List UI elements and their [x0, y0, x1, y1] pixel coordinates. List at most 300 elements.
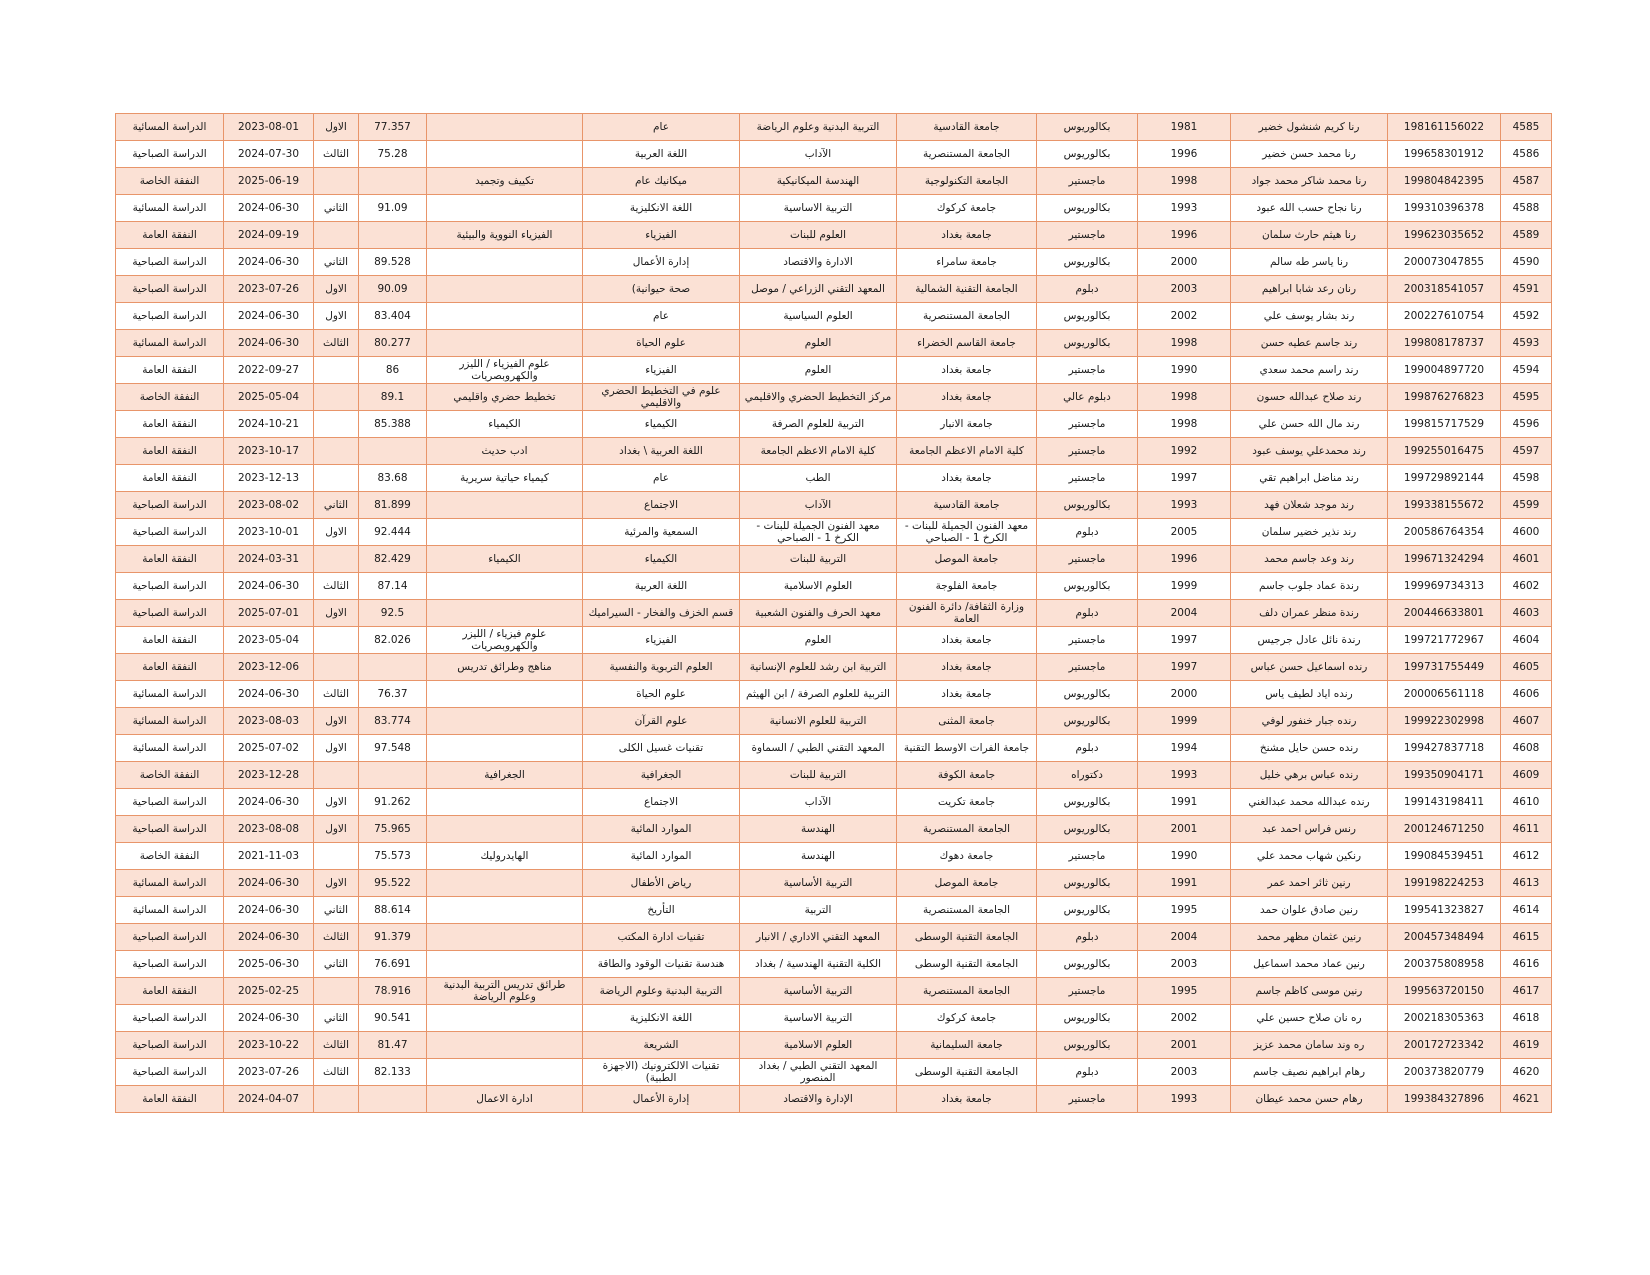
- table-row: [116, 681, 1552, 708]
- id-number-cell: 199563720150: [1388, 978, 1501, 1005]
- specialization-cell: [427, 708, 583, 735]
- department-cell: التربية البدنية وعلوم الرياضة: [583, 978, 740, 1005]
- department-cell: الفيزياء: [583, 627, 740, 654]
- date-cell: 2023-10-17: [224, 438, 314, 465]
- specialization-cell: [427, 951, 583, 978]
- degree-cell: بكالوريوس: [1037, 681, 1138, 708]
- grade-cell: 92.5: [359, 600, 427, 627]
- name-cell: رندة عماد جلوب جاسم: [1231, 573, 1388, 600]
- date-cell: 2025-07-01: [224, 600, 314, 627]
- study-type-cell: النفقة الخاصة: [116, 384, 224, 411]
- serial-cell: 4598: [1501, 465, 1552, 492]
- table-row: [116, 195, 1552, 222]
- id-number-cell: 200318541057: [1388, 276, 1501, 303]
- college-cell: الادارة والاقتصاد: [740, 249, 897, 276]
- college-cell: المعهد التقني الاداري / الانبار: [740, 924, 897, 951]
- study-type-cell: الدراسة المسائية: [116, 897, 224, 924]
- table-row: [116, 222, 1552, 249]
- study-type-cell: الدراسة الصباحية: [116, 249, 224, 276]
- year-cell: 2003: [1138, 951, 1231, 978]
- department-cell: تقنيات الالكترونيك (الاجهزة الطبية): [583, 1059, 740, 1086]
- university-cell: جامعة كركوك: [897, 1005, 1037, 1032]
- year-cell: 1992: [1138, 438, 1231, 465]
- name-cell: رندة منظر عمران دلف: [1231, 600, 1388, 627]
- rank-cell: [314, 654, 359, 681]
- serial-cell: 4610: [1501, 789, 1552, 816]
- name-cell: رنده اياد لطيف ياس: [1231, 681, 1388, 708]
- year-cell: 1990: [1138, 843, 1231, 870]
- id-number-cell: 199804842395: [1388, 168, 1501, 195]
- rank-cell: الثالث: [314, 330, 359, 357]
- table-row: [116, 249, 1552, 276]
- degree-cell: دبلوم: [1037, 924, 1138, 951]
- date-cell: 2025-06-19: [224, 168, 314, 195]
- rank-cell: [314, 762, 359, 789]
- specialization-cell: [427, 573, 583, 600]
- date-cell: 2024-06-30: [224, 681, 314, 708]
- id-number-cell: 199350904171: [1388, 762, 1501, 789]
- id-number-cell: 199623035652: [1388, 222, 1501, 249]
- rank-cell: الاول: [314, 303, 359, 330]
- study-type-cell: النفقة العامة: [116, 465, 224, 492]
- specialization-cell: [427, 735, 583, 762]
- serial-cell: 4617: [1501, 978, 1552, 1005]
- university-cell: جامعة بغداد: [897, 384, 1037, 411]
- id-number-cell: 199427837718: [1388, 735, 1501, 762]
- rank-cell: [314, 978, 359, 1005]
- university-cell: جامعة الموصل: [897, 546, 1037, 573]
- grade-cell: 75.965: [359, 816, 427, 843]
- grade-cell: 82.429: [359, 546, 427, 573]
- study-type-cell: الدراسة الصباحية: [116, 303, 224, 330]
- year-cell: 2003: [1138, 1059, 1231, 1086]
- specialization-cell: علوم الفيزياء / الليزر والكهروبصريات: [427, 357, 583, 384]
- year-cell: 2004: [1138, 600, 1231, 627]
- serial-cell: 4593: [1501, 330, 1552, 357]
- table-row: [116, 870, 1552, 897]
- serial-cell: 4587: [1501, 168, 1552, 195]
- table-row: [116, 141, 1552, 168]
- rank-cell: [314, 222, 359, 249]
- specialization-cell: علوم فيزياء / الليزر والكهروبصريات: [427, 627, 583, 654]
- table-body: [116, 114, 1552, 1113]
- year-cell: 1998: [1138, 384, 1231, 411]
- grade-cell: [359, 222, 427, 249]
- date-cell: 2023-08-02: [224, 492, 314, 519]
- rank-cell: [314, 357, 359, 384]
- year-cell: 2000: [1138, 249, 1231, 276]
- university-cell: جامعة القادسية: [897, 114, 1037, 141]
- department-cell: عام: [583, 303, 740, 330]
- table-row: [116, 114, 1552, 141]
- department-cell: رياض الأطفال: [583, 870, 740, 897]
- table-row: [116, 654, 1552, 681]
- serial-cell: 4618: [1501, 1005, 1552, 1032]
- date-cell: 2025-02-25: [224, 978, 314, 1005]
- date-cell: 2023-08-08: [224, 816, 314, 843]
- id-number-cell: 199541323827: [1388, 897, 1501, 924]
- study-type-cell: الدراسة الصباحية: [116, 492, 224, 519]
- college-cell: الطب: [740, 465, 897, 492]
- college-cell: التربية الاساسية: [740, 1005, 897, 1032]
- study-type-cell: النفقة العامة: [116, 627, 224, 654]
- degree-cell: بكالوريوس: [1037, 708, 1138, 735]
- year-cell: 1996: [1138, 546, 1231, 573]
- rank-cell: [314, 627, 359, 654]
- date-cell: 2024-10-21: [224, 411, 314, 438]
- degree-cell: بكالوريوس: [1037, 1032, 1138, 1059]
- college-cell: التربية: [740, 897, 897, 924]
- name-cell: رنا كريم شنشول خضير: [1231, 114, 1388, 141]
- serial-cell: 4607: [1501, 708, 1552, 735]
- name-cell: رند مناضل ابراهيم تقي: [1231, 465, 1388, 492]
- grade-cell: [359, 1086, 427, 1113]
- table-row: [116, 627, 1552, 654]
- college-cell: التربية الأساسية: [740, 870, 897, 897]
- department-cell: صحة حيوانية): [583, 276, 740, 303]
- table-row: [116, 168, 1552, 195]
- id-number-cell: 199084539451: [1388, 843, 1501, 870]
- degree-cell: بكالوريوس: [1037, 789, 1138, 816]
- specialization-cell: [427, 924, 583, 951]
- year-cell: 2005: [1138, 519, 1231, 546]
- specialization-cell: [427, 681, 583, 708]
- serial-cell: 4595: [1501, 384, 1552, 411]
- rank-cell: الثاني: [314, 249, 359, 276]
- degree-cell: دبلوم: [1037, 600, 1138, 627]
- study-type-cell: الدراسة الصباحية: [116, 276, 224, 303]
- serial-cell: 4620: [1501, 1059, 1552, 1086]
- name-cell: رند وعد جاسم محمد: [1231, 546, 1388, 573]
- grade-cell: 90.09: [359, 276, 427, 303]
- degree-cell: بكالوريوس: [1037, 114, 1138, 141]
- university-cell: جامعة الانبار: [897, 411, 1037, 438]
- rank-cell: الاول: [314, 789, 359, 816]
- name-cell: رهام حسن محمد عيطان: [1231, 1086, 1388, 1113]
- rank-cell: الاول: [314, 735, 359, 762]
- year-cell: 1994: [1138, 735, 1231, 762]
- department-cell: اللغة العربية: [583, 573, 740, 600]
- specialization-cell: الفيزياء النووية والبيئية: [427, 222, 583, 249]
- degree-cell: بكالوريوس: [1037, 249, 1138, 276]
- grade-cell: 90.541: [359, 1005, 427, 1032]
- grade-cell: 80.277: [359, 330, 427, 357]
- college-cell: مركز التخطيط الحضري والاقليمي: [740, 384, 897, 411]
- university-cell: جامعة كركوك: [897, 195, 1037, 222]
- college-cell: العلوم السياسية: [740, 303, 897, 330]
- date-cell: 2024-06-30: [224, 1005, 314, 1032]
- study-type-cell: النفقة العامة: [116, 411, 224, 438]
- name-cell: رنده حسن حايل مشنخ: [1231, 735, 1388, 762]
- id-number-cell: 199255016475: [1388, 438, 1501, 465]
- university-cell: جامعة سامراء: [897, 249, 1037, 276]
- id-number-cell: 200586764354: [1388, 519, 1501, 546]
- table-row: [116, 1059, 1552, 1086]
- department-cell: علوم الحياة: [583, 330, 740, 357]
- rank-cell: الاول: [314, 600, 359, 627]
- university-cell: جامعة بغداد: [897, 627, 1037, 654]
- table-row: [116, 357, 1552, 384]
- department-cell: الموارد المائية: [583, 843, 740, 870]
- date-cell: 2024-06-30: [224, 249, 314, 276]
- serial-cell: 4601: [1501, 546, 1552, 573]
- study-type-cell: الدراسة الصباحية: [116, 789, 224, 816]
- study-type-cell: الدراسة المسائية: [116, 708, 224, 735]
- name-cell: رنس فراس احمد عبد: [1231, 816, 1388, 843]
- date-cell: 2024-04-07: [224, 1086, 314, 1113]
- university-cell: جامعة الموصل: [897, 870, 1037, 897]
- year-cell: 1999: [1138, 708, 1231, 735]
- serial-cell: 4602: [1501, 573, 1552, 600]
- degree-cell: ماجستير: [1037, 843, 1138, 870]
- rank-cell: الاول: [314, 708, 359, 735]
- study-type-cell: النفقة العامة: [116, 222, 224, 249]
- name-cell: رنده جبار خنفور لوفي: [1231, 708, 1388, 735]
- table-row: [116, 1005, 1552, 1032]
- date-cell: 2023-10-01: [224, 519, 314, 546]
- serial-cell: 4606: [1501, 681, 1552, 708]
- college-cell: كلية الامام الاعظم الجامعة: [740, 438, 897, 465]
- college-cell: التربية للعلوم الصرفة / ابن الهيثم: [740, 681, 897, 708]
- name-cell: رنين صادق علوان حمد: [1231, 897, 1388, 924]
- name-cell: رهام ابراهيم نصيف جاسم: [1231, 1059, 1388, 1086]
- name-cell: رنان رعد شابا ابراهيم: [1231, 276, 1388, 303]
- grade-cell: 82.133: [359, 1059, 427, 1086]
- department-cell: تقنيات ادارة المكتب: [583, 924, 740, 951]
- college-cell: المعهد التقني الطبي / السماوة: [740, 735, 897, 762]
- name-cell: رند محمدعلي يوسف عبود: [1231, 438, 1388, 465]
- rank-cell: الثالث: [314, 1059, 359, 1086]
- id-number-cell: 200124671250: [1388, 816, 1501, 843]
- college-cell: العلوم للبنات: [740, 222, 897, 249]
- serial-cell: 4619: [1501, 1032, 1552, 1059]
- date-cell: 2023-12-06: [224, 654, 314, 681]
- id-number-cell: 199815717529: [1388, 411, 1501, 438]
- table-row: [116, 897, 1552, 924]
- specialization-cell: طرائق تدريس التربية البدنية وعلوم الرياضة: [427, 978, 583, 1005]
- college-cell: العلوم: [740, 357, 897, 384]
- year-cell: 1981: [1138, 114, 1231, 141]
- year-cell: 2001: [1138, 816, 1231, 843]
- specialization-cell: [427, 816, 583, 843]
- study-type-cell: النفقة العامة: [116, 546, 224, 573]
- date-cell: 2023-07-26: [224, 1059, 314, 1086]
- study-type-cell: الدراسة المسائية: [116, 681, 224, 708]
- table-row: [116, 330, 1552, 357]
- id-number-cell: 199143198411: [1388, 789, 1501, 816]
- id-number-cell: 199198224253: [1388, 870, 1501, 897]
- rank-cell: الثالث: [314, 681, 359, 708]
- date-cell: 2024-06-30: [224, 924, 314, 951]
- degree-cell: دكتوراه: [1037, 762, 1138, 789]
- serial-cell: 4611: [1501, 816, 1552, 843]
- year-cell: 1998: [1138, 168, 1231, 195]
- study-type-cell: النفقة العامة: [116, 438, 224, 465]
- specialization-cell: [427, 114, 583, 141]
- department-cell: الاجتماع: [583, 789, 740, 816]
- serial-cell: 4589: [1501, 222, 1552, 249]
- serial-cell: 4585: [1501, 114, 1552, 141]
- degree-cell: دبلوم: [1037, 1059, 1138, 1086]
- study-type-cell: الدراسة المسائية: [116, 870, 224, 897]
- department-cell: عام: [583, 114, 740, 141]
- study-type-cell: النفقة العامة: [116, 1086, 224, 1113]
- specialization-cell: كيمياء حياتية سريرية: [427, 465, 583, 492]
- specialization-cell: [427, 1059, 583, 1086]
- table-row: [116, 492, 1552, 519]
- id-number-cell: 199721772967: [1388, 627, 1501, 654]
- year-cell: 2000: [1138, 681, 1231, 708]
- name-cell: ره نان صلاح حسين علي: [1231, 1005, 1388, 1032]
- table-row: [116, 735, 1552, 762]
- university-cell: الجامعة التقنية الوسطى: [897, 924, 1037, 951]
- study-type-cell: النفقة الخاصة: [116, 168, 224, 195]
- rank-cell: الثاني: [314, 897, 359, 924]
- department-cell: تقنيات غسيل الكلى: [583, 735, 740, 762]
- rank-cell: [314, 384, 359, 411]
- grade-cell: 83.404: [359, 303, 427, 330]
- id-number-cell: 199658301912: [1388, 141, 1501, 168]
- grade-cell: 81.47: [359, 1032, 427, 1059]
- id-number-cell: 200446633801: [1388, 600, 1501, 627]
- id-number-cell: 200006561118: [1388, 681, 1501, 708]
- degree-cell: ماجستير: [1037, 438, 1138, 465]
- year-cell: 1993: [1138, 492, 1231, 519]
- degree-cell: بكالوريوس: [1037, 141, 1138, 168]
- specialization-cell: الجغرافية: [427, 762, 583, 789]
- id-number-cell: 198161156022: [1388, 114, 1501, 141]
- name-cell: رند راسم محمد سعدي: [1231, 357, 1388, 384]
- university-cell: جامعة بغداد: [897, 1086, 1037, 1113]
- rank-cell: [314, 465, 359, 492]
- university-cell: جامعة بغداد: [897, 222, 1037, 249]
- college-cell: التربية البدنية وعلوم الرياضة: [740, 114, 897, 141]
- serial-cell: 4615: [1501, 924, 1552, 951]
- college-cell: معهد الفنون الجميلة للبنات - الكرخ 1 - الصباحي: [740, 519, 897, 546]
- rank-cell: الثاني: [314, 492, 359, 519]
- rank-cell: الاول: [314, 114, 359, 141]
- grade-cell: [359, 438, 427, 465]
- name-cell: رنا محمد شاكر محمد جواد: [1231, 168, 1388, 195]
- study-type-cell: النفقة الخاصة: [116, 762, 224, 789]
- college-cell: التربية الأساسية: [740, 978, 897, 1005]
- study-type-cell: الدراسة المسائية: [116, 195, 224, 222]
- id-number-cell: 200457348494: [1388, 924, 1501, 951]
- college-cell: التربية للبنات: [740, 762, 897, 789]
- rank-cell: [314, 411, 359, 438]
- date-cell: 2025-06-30: [224, 951, 314, 978]
- serial-cell: 4612: [1501, 843, 1552, 870]
- study-type-cell: الدراسة الصباحية: [116, 519, 224, 546]
- year-cell: 1993: [1138, 762, 1231, 789]
- specialization-cell: [427, 330, 583, 357]
- specialization-cell: الكيمياء: [427, 546, 583, 573]
- university-cell: جامعة بغداد: [897, 357, 1037, 384]
- degree-cell: ماجستير: [1037, 465, 1138, 492]
- date-cell: 2023-08-03: [224, 708, 314, 735]
- specialization-cell: [427, 195, 583, 222]
- date-cell: 2025-07-02: [224, 735, 314, 762]
- date-cell: 2024-06-30: [224, 303, 314, 330]
- degree-cell: ماجستير: [1037, 411, 1138, 438]
- college-cell: معهد الحرف والفنون الشعبية: [740, 600, 897, 627]
- date-cell: 2023-12-28: [224, 762, 314, 789]
- date-cell: 2023-08-01: [224, 114, 314, 141]
- college-cell: العلوم: [740, 330, 897, 357]
- id-number-cell: 200373820779: [1388, 1059, 1501, 1086]
- table-row: [116, 924, 1552, 951]
- rank-cell: [314, 438, 359, 465]
- serial-cell: 4600: [1501, 519, 1552, 546]
- date-cell: 2023-10-22: [224, 1032, 314, 1059]
- date-cell: 2025-05-04: [224, 384, 314, 411]
- table-row: [116, 384, 1552, 411]
- specialization-cell: [427, 519, 583, 546]
- degree-cell: دبلوم: [1037, 276, 1138, 303]
- university-cell: جامعة بغداد: [897, 654, 1037, 681]
- date-cell: 2024-06-30: [224, 897, 314, 924]
- year-cell: 2001: [1138, 1032, 1231, 1059]
- serial-cell: 4605: [1501, 654, 1552, 681]
- year-cell: 2003: [1138, 276, 1231, 303]
- id-number-cell: 199876276823: [1388, 384, 1501, 411]
- name-cell: رنين عثمان مظهر محمد: [1231, 924, 1388, 951]
- serial-cell: 4609: [1501, 762, 1552, 789]
- university-cell: جامعة القادسية: [897, 492, 1037, 519]
- specialization-cell: الهايدروليك: [427, 843, 583, 870]
- serial-cell: 4586: [1501, 141, 1552, 168]
- college-cell: الآداب: [740, 492, 897, 519]
- degree-cell: بكالوريوس: [1037, 195, 1138, 222]
- college-cell: التربية ابن رشد للعلوم الإنسانية: [740, 654, 897, 681]
- university-cell: كلية الامام الاعظم الجامعة: [897, 438, 1037, 465]
- name-cell: رند صلاح عبدالله حسون: [1231, 384, 1388, 411]
- rank-cell: الثاني: [314, 951, 359, 978]
- grade-cell: 87.14: [359, 573, 427, 600]
- department-cell: علوم القرآن: [583, 708, 740, 735]
- table-row: [116, 951, 1552, 978]
- rank-cell: [314, 1086, 359, 1113]
- degree-cell: دبلوم: [1037, 735, 1138, 762]
- table-row: [116, 1032, 1552, 1059]
- year-cell: 1995: [1138, 897, 1231, 924]
- grade-cell: 85.388: [359, 411, 427, 438]
- name-cell: رند بشار يوسف علي: [1231, 303, 1388, 330]
- college-cell: الهندسة الميكانيكية: [740, 168, 897, 195]
- college-cell: التربية للعلوم الانسانية: [740, 708, 897, 735]
- university-cell: الجامعة المستنصرية: [897, 978, 1037, 1005]
- grade-cell: 76.37: [359, 681, 427, 708]
- name-cell: رنين موسى كاظم جاسم: [1231, 978, 1388, 1005]
- degree-cell: بكالوريوس: [1037, 816, 1138, 843]
- degree-cell: ماجستير: [1037, 546, 1138, 573]
- study-type-cell: الدراسة الصباحية: [116, 600, 224, 627]
- id-number-cell: 200227610754: [1388, 303, 1501, 330]
- year-cell: 2002: [1138, 1005, 1231, 1032]
- university-cell: جامعة تكريت: [897, 789, 1037, 816]
- year-cell: 1998: [1138, 411, 1231, 438]
- grade-cell: 86: [359, 357, 427, 384]
- rank-cell: الثاني: [314, 195, 359, 222]
- date-cell: 2024-07-30: [224, 141, 314, 168]
- grade-cell: 78.916: [359, 978, 427, 1005]
- table-row: [116, 303, 1552, 330]
- table-row: [116, 762, 1552, 789]
- degree-cell: بكالوريوس: [1037, 303, 1138, 330]
- university-cell: جامعة الفلوجة: [897, 573, 1037, 600]
- date-cell: 2023-07-26: [224, 276, 314, 303]
- degree-cell: ماجستير: [1037, 168, 1138, 195]
